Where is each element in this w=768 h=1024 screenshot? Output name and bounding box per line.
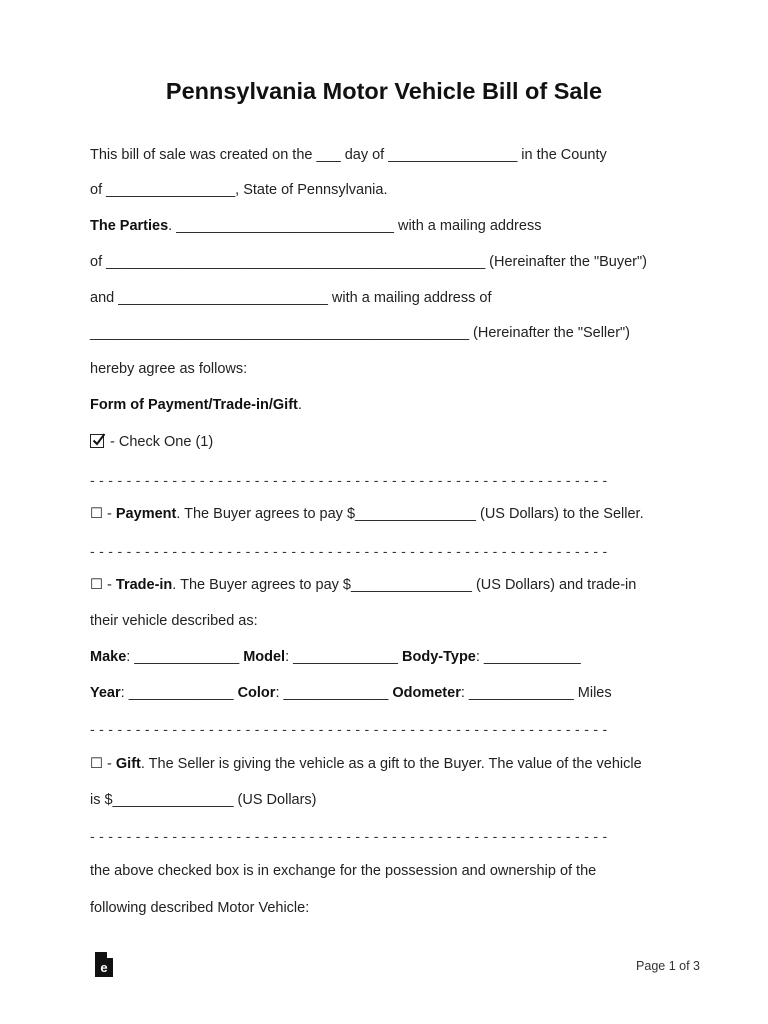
parties-line-4: _______________________________________________ (Hereinafter the "Seller") [90, 325, 631, 341]
bodytype-label: Body-Type [402, 649, 476, 665]
closing-line-1: the above checked box is in exchange for the possession and ownership of the [90, 863, 597, 879]
tradein-text: . The Buyer agrees to pay $_______________ (US Dollars) and trade-in [172, 577, 637, 593]
make-label: Make [90, 649, 127, 665]
bodytype-field[interactable]: : ____________ [475, 649, 581, 665]
tradein-line-2: their vehicle described as: [90, 613, 258, 629]
model-field[interactable]: : _____________ [285, 649, 403, 665]
gift-line-2: is $_______________ (US Dollars) [90, 792, 317, 808]
svg-text:e: e [100, 960, 108, 975]
payment-text: . The Buyer agrees to pay $_______________ (US Dollars) to the Seller. [176, 506, 644, 522]
payment-checkbox-icon[interactable]: ☐ [90, 506, 103, 522]
vehicle-fields-row-1 [90, 649, 581, 665]
parties-line-3: and __________________________ with a mailing address of [90, 290, 492, 306]
payment-label: Payment [115, 506, 177, 522]
separator-4: - - - - - - - - - - - - - - - - - - - - - - - - - - - - - - - - - - - - - - - - - - - - - - - - - - - - - - - - - [90, 828, 608, 844]
payment-heading-suffix: . [297, 397, 302, 413]
color-label: Color [237, 685, 276, 701]
checkbox-checked-icon[interactable] [90, 434, 104, 448]
page-number: Page 1 of 3 [636, 959, 700, 973]
parties-line-5: hereby agree as follows: [90, 361, 248, 377]
separator-2: - - - - - - - - - - - - - - - - - - - - - - - - - - - - - - - - - - - - - - - - - - - - - - - - - - - - - - - - - [90, 543, 608, 559]
parties-line-2: of _______________________________________________ (Hereinafter the "Buyer") [90, 254, 647, 270]
intro-line-2: of ________________, State of Pennsylvania. [90, 182, 388, 198]
year-label: Year [90, 685, 121, 701]
option-gift [90, 756, 642, 772]
odometer-label: Odometer [392, 685, 461, 701]
separator-3: - - - - - - - - - - - - - - - - - - - - - - - - - - - - - - - - - - - - - - - - - - - - - - - - - - - - - - - - - [90, 721, 608, 737]
separator-1: - - - - - - - - - - - - - - - - - - - - - - - - - - - - - - - - - - - - - - - - - - - - - - - - - - - - - - - - - [90, 472, 608, 488]
gift-prefix: - [103, 756, 116, 772]
gift-checkbox-icon[interactable]: ☐ [90, 756, 103, 772]
tradein-prefix: - [103, 577, 116, 593]
parties-line-1 [90, 218, 541, 234]
odometer-field[interactable]: : _____________ Miles [460, 685, 612, 701]
color-field[interactable]: : _____________ [275, 685, 393, 701]
eforms-logo-icon [94, 951, 114, 983]
payment-prefix: - [103, 506, 116, 522]
intro-line-1: This bill of sale was created on the ___ day of ________________ in the County [90, 147, 607, 163]
year-field[interactable]: : _____________ [120, 685, 238, 701]
make-field[interactable]: : _____________ [126, 649, 244, 665]
option-tradein [90, 577, 636, 593]
check-one-label: - Check One (1) [106, 434, 214, 450]
check-one-line [90, 434, 213, 450]
parties-line-1-text: . ___________________________ with a mailing address [168, 218, 542, 234]
document-title: Pennsylvania Motor Vehicle Bill of Sale [165, 78, 603, 104]
tradein-checkbox-icon[interactable]: ☐ [90, 577, 103, 593]
payment-heading-label: Form of Payment/Trade-in/Gift [90, 397, 298, 413]
model-label: Model [243, 649, 286, 665]
parties-label: The Parties [90, 218, 169, 234]
option-payment [90, 506, 644, 522]
payment-heading [90, 397, 302, 413]
vehicle-fields-row-2 [90, 685, 612, 701]
gift-label: Gift [115, 756, 141, 772]
tradein-label: Trade-in [115, 577, 173, 593]
gift-text: . The Seller is giving the vehicle as a gift to the Buyer. The value of the vehicle [140, 756, 642, 772]
closing-line-2: following described Motor Vehicle: [90, 900, 310, 916]
